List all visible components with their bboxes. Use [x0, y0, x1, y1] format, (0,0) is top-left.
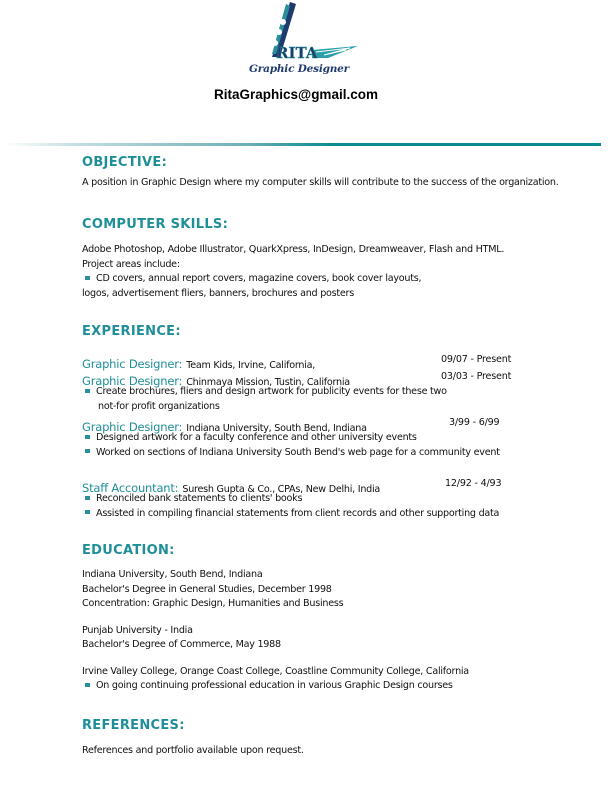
logo-text: RITA — [276, 44, 318, 62]
skills-section — [82, 217, 504, 301]
list-item: On going continuing professional education in various Graphic Design courses — [82, 679, 469, 694]
list-item: Designed artwork for a faculty conference and other university events — [82, 431, 500, 446]
job-org: Team Kids, Irvine, California, — [186, 360, 316, 371]
job-org: Indiana University, South Bend, Indiana — [186, 423, 367, 434]
contact-email[interactable]: RitaGraphics@gmail.com — [214, 87, 378, 102]
bullet-icon — [85, 389, 90, 393]
references-section — [82, 718, 304, 759]
bullet-icon — [85, 449, 90, 453]
education-entry: Punjab University - India Bachelor's Degree of Commerce, May 1988 — [82, 624, 281, 650]
job-role: Graphic Designer: — [82, 420, 183, 434]
list-item: Assisted in compiling financial statements from client records and other supporting data — [82, 507, 499, 522]
job-org: Suresh Gupta & Co., CPAs, New Delhi, India — [182, 484, 381, 495]
bullet-icon — [85, 276, 90, 280]
job-dates: 03/03 - Present — [441, 371, 512, 382]
job-dates: 12/92 - 4/93 — [445, 478, 502, 489]
rita-logo — [250, 2, 360, 64]
header-divider — [4, 143, 601, 146]
job-entry — [82, 416, 500, 460]
job-dates: 09/07 - Present — [441, 354, 512, 365]
skills-software: Adobe Photoshop, Adobe Illustrator, QuarkXpress, InDesign, Dreamweaver, Flash and HTML. — [82, 244, 505, 255]
job-entry — [82, 370, 512, 414]
skills-heading: COMPUTER SKILLS: — [82, 217, 229, 232]
education-entry: Irvine Valley College, Orange Coast College, Coastline Community College, California On going continuing professional education in various Graphic Design courses — [82, 665, 469, 694]
job-role: Graphic Designer: — [82, 357, 183, 371]
job-entry — [82, 353, 512, 371]
bullet-icon — [85, 496, 90, 500]
job-entry — [82, 477, 502, 521]
list-item: CD covers, annual report covers, magazine covers, book cover layouts, — [82, 272, 504, 287]
job-role: Graphic Designer: — [82, 374, 183, 388]
objective-section — [82, 155, 559, 191]
bullet-icon — [85, 683, 90, 687]
list-item-continuation: logos, advertisement fliers, banners, brochures and posters — [82, 287, 355, 299]
bullet-icon — [85, 510, 90, 514]
education-heading: EDUCATION: — [82, 543, 175, 558]
education-section — [82, 543, 469, 694]
references-text: References and portfolio available upon request. — [82, 745, 304, 756]
list-item: Worked on sections of Indiana University South Bend's web page for a community event — [82, 446, 500, 461]
experience-heading: EXPERIENCE: — [82, 324, 181, 339]
skills-project-label: Project areas include: — [82, 258, 180, 270]
list-item: Reconciled bank statements to clients' books — [82, 492, 499, 507]
logo-tagline: Graphic Designer — [249, 63, 349, 75]
job-org: Chinmaya Mission, Tustin, California — [186, 377, 350, 388]
list-item-continuation: not-for profit organizations — [98, 400, 220, 412]
objective-text: A position in Graphic Design where my computer skills will contribute to the success of the organization. — [82, 177, 559, 188]
experience-section — [82, 324, 181, 339]
bullet-icon — [85, 435, 90, 439]
education-entry: Indiana University, South Bend, Indiana Bachelor's Degree in General Studies, December 1998 Concentration: Graphic Design, Humanities and Business — [82, 569, 344, 609]
job-dates: 3/99 - 6/99 — [449, 417, 500, 428]
references-heading: REFERENCES: — [82, 718, 185, 733]
job-role: Staff Accountant: — [82, 481, 179, 495]
list-item: Create brochures, fliers and design artwork for publicity events for these two — [82, 385, 447, 400]
objective-heading: OBJECTIVE: — [82, 155, 168, 170]
